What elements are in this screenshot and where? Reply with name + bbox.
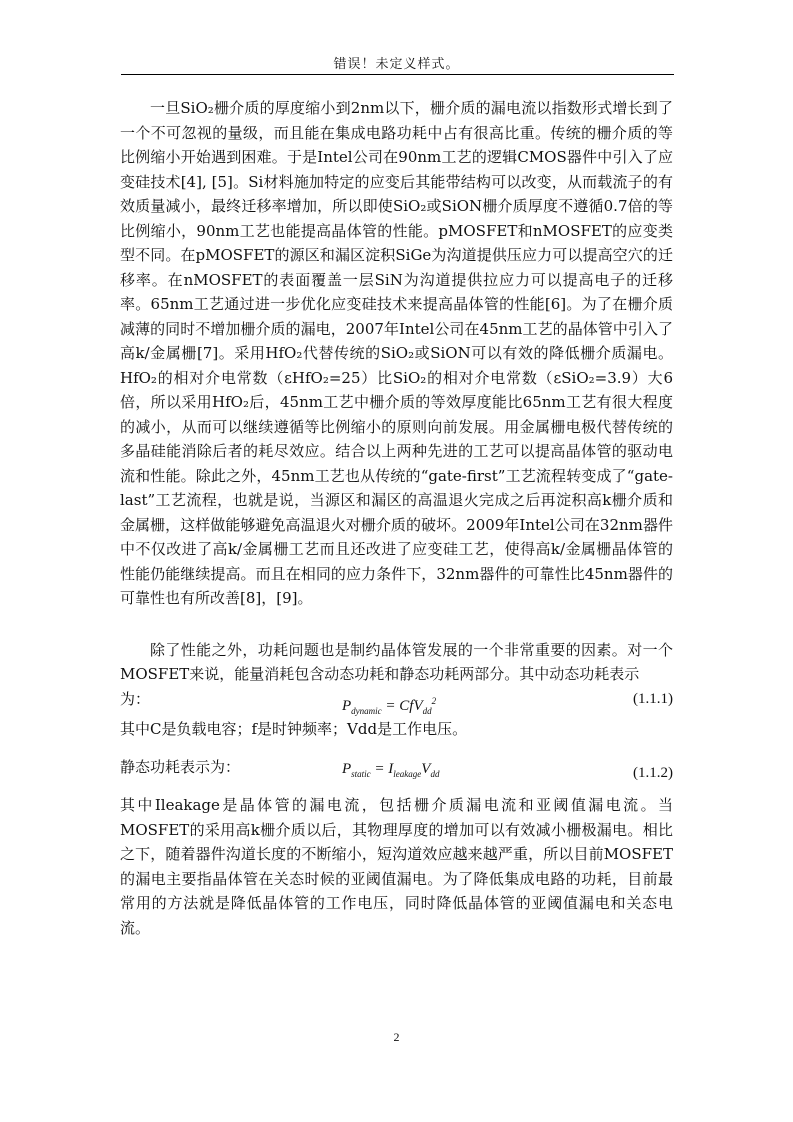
- header-rule: [121, 74, 674, 75]
- equation-static-power: [120, 755, 673, 785]
- running-header: 错误！未定义样式。: [333, 57, 460, 72]
- equation-formula: $P_{static} = I_{leakage}V_{dd}$: [342, 761, 440, 779]
- paragraph-power-consumption: 除了性能之外，功耗问题也是制约晶体管发展的一个非常重要的因素。对一个MOSFET来说，能量消耗包含动态功耗和静态功耗两部分。其中动态功耗表示: [120, 640, 673, 683]
- paragraph-high-k-metal-gate: 一旦SiO₂栅介质的厚度缩小到2nm以下，栅介质的漏电流以指数形式增长到了一个不可忽视的量级，而且能在集成电路功耗中占有很高比重。传统的栅介质的等比例缩小开始遇到困难。于是Intel公司在90nm工艺的逻辑CMOS器件中引入了应变硅技术[4], [5]。Si材料施加特定的应变后其能带结构可以改变，从而载流子的有效质量减小，最终迁移率增加，所以即使SiO₂或SiON栅介质厚度不遵循0.7倍的等比例缩小，90nm工艺也能提高晶体管的性能。pMOSFET和nMOSFET的应变类型不同。在pMOSFET的源区和漏区淀积SiGe为沟道提供压应力可以提高空穴的迁移率。在nMOSFET的表面覆盖一层SiN为沟道提供拉应力可以提高电子的迁移率。65nm工艺通过进一步优化应变硅技术来提高晶体管的性能[6]。为了在栅介质减薄的同时不增加栅介质的漏电，2007年Intel公司在45nm工艺的晶体管中引入了高k/金属栅[7]。采用HfO₂代替传统的SiO₂或SiON可以有效的降低栅介质漏电。HfO₂的相对介电常数（εHfO₂=25）比SiO₂的相对介电常数（εSiO₂=3.9）大6倍，所以采用HfO₂后，45nm工艺中栅介质的等效厚度能比65nm工艺有很大程度的减小，从而可以继续遵循等比例缩小的原则向前发展。用金属栅电极代替传统的多晶硅能消除后者的耗尽效应。结合以上两种先进的工艺可以提高晶体管的驱动电流和性能。除此之外，45nm工艺也从传统的“gate-first”工艺流程转变成了“gate-last”工艺流程，也就是说，当源区和漏区的高温退火完成之后再淀积高k栅介质和金属栅，这样做能够避免高温退火对栅介质的破坏。2009年Intel公司在32nm器件中不仅改进了高k/金属栅工艺而且还改进了应变硅工艺，使得高k/金属栅晶体管的性能仍能继续提高。而且在相同的应力条件下，32nm器件的可靠性比45nm器件的可靠性也有所改善[8]，[9]。: [120, 99, 673, 607]
- paragraph-leakage: 其中Ileakage是晶体管的漏电流，包括栅介质漏电流和亚阈值漏电流。当MOSFET的采用高k栅介质以后，其物理厚度的增加可以有效减小栅极漏电。相比之下，随着器件沟道长度的不断缩小，短沟道效应越来越严重，所以目前MOSFET的漏电主要指晶体管在关态时候的亚阈值漏电。为了降低集成电路的功耗，目前最常用的方法就是降低晶体管的工作电压，同时降低晶体管的亚阈值漏电和关态电流。: [120, 796, 673, 937]
- paragraph-gap: [120, 611, 673, 638]
- equation-lead: 为：: [120, 689, 151, 708]
- page-number: 2: [393, 1030, 400, 1044]
- equation-formula: $P_{dynamic} = CfV_{dd}^2$: [342, 695, 437, 716]
- paragraph-gap: [120, 741, 673, 755]
- equation-number: (1.1.2): [633, 765, 673, 781]
- equation-dynamic-power: [120, 687, 673, 717]
- equation-number: (1.1.1): [633, 690, 673, 707]
- equation-explanation: 其中C是负载电容；f是时钟频率；Vdd是工作电压。: [120, 719, 468, 738]
- equation-lead: 静态功耗表示为：: [120, 758, 241, 776]
- page-body: [120, 96, 673, 940]
